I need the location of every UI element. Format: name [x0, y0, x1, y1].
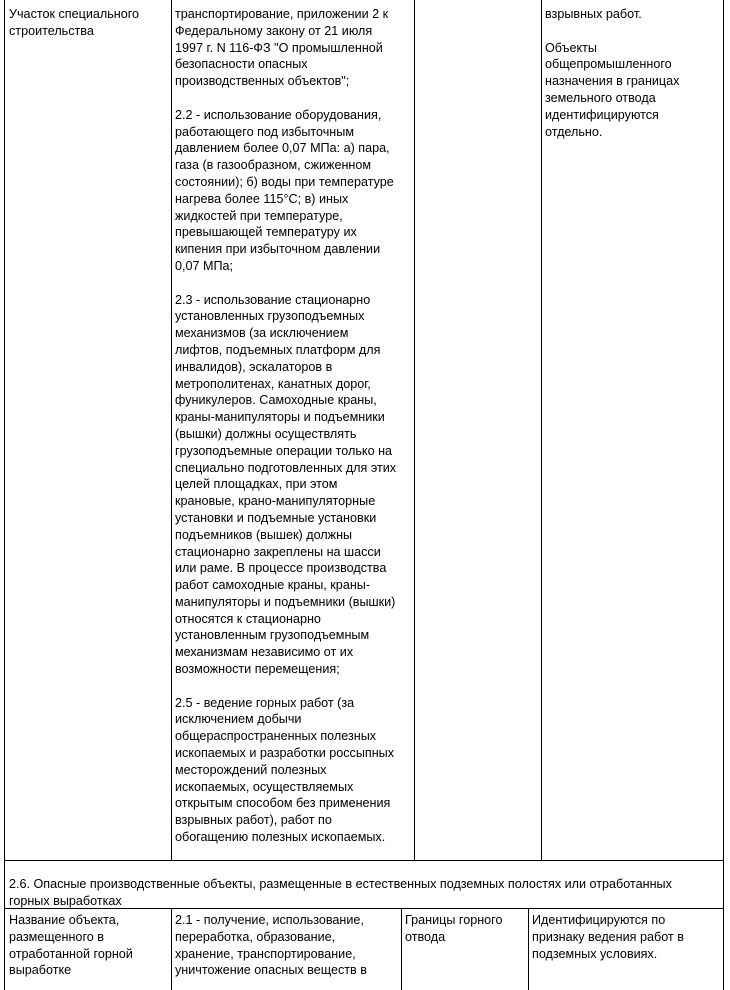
- row1-criteria-2-3: 2.3 - использование стационарно установленных грузоподъемных механизмов (за исключением лифтов, подъемных платформ для инвалидов), эскалаторов в метрополитенах, канатных дорог, фуникулеров. Самоходные краны, краны-манипуляторы и подъемники (вышки) должны осуществлять грузоподъемные операции только на специально подготовленных для этих целей площадках, при этом крановые, крано-манипуляторные установки и подъемные установки подъемников (вышек) должны стационарно закреплены на шасси или раме. В процессе производства работ самоходные краны, краны- манипуляторы и подъемники (вышки) относятся к стационарно установленным грузоподъемным механизмам независимо от их возможности перемещения;: [175, 292, 397, 677]
- row1-identification-cell: [545, 6, 721, 140]
- row2-col-divider-3: [528, 908, 529, 990]
- row1-criteria-continuation: транспортирование, приложении 2 к Федеральному закону от 21 июля 1997 г. N 116-ФЗ "О промышленной безопасности опасных производственных объектов";: [175, 7, 389, 89]
- row1-bottom-border: [4, 860, 724, 861]
- row1-criteria-2-5: 2.5 - ведение горных работ (за исключением добычи общераспространенных полезных ископаемых и разработки россыпных месторождений полезных ископаемых, осуществляемых открытым способом без применения взрывных работ), работ по обогащению полезных ископаемых.: [175, 695, 395, 845]
- row2-boundaries: Границы горного отвода: [405, 913, 503, 944]
- section-heading-cell: [9, 876, 721, 910]
- row2-identification: Идентифицируются по признаку ведения работ в подземных условиях.: [532, 913, 684, 961]
- row2-object-name: Название объекта, размещенного в отработанной горной выработке: [9, 913, 133, 978]
- row2-object-name-cell: [9, 912, 169, 979]
- row1-object-name: Участок специального строительства: [9, 7, 140, 38]
- row2-boundaries-cell: [405, 912, 526, 946]
- row2-col-divider-2: [401, 908, 402, 990]
- row1-col-divider-3: [541, 0, 542, 860]
- section-heading: 2.6. Опасные производственные объекты, размещенные в естественных подземных полостях или отработанных горных выработках: [9, 877, 672, 908]
- row1-identification-note: Объекты общепромышленного назначения в границах земельного отвода идентифицируются отдельно.: [545, 40, 680, 139]
- table-border-left: [4, 0, 5, 990]
- row2-criteria-cell: [175, 912, 399, 979]
- row2-identification-cell: [532, 912, 721, 962]
- row2-col-divider-1: [171, 908, 172, 990]
- row1-col-divider-1: [171, 0, 172, 860]
- row1-col-divider-2: [414, 0, 415, 860]
- table-border-right: [723, 0, 724, 990]
- row1-criteria-2-2: 2.2 - использование оборудования, работающего под избыточным давлением более 0,07 МПа: а) пара, газа (в газообразном, сжиженном состоянии); б) воды при температуре нагрева более 115°С; в) иных жидкостей при температуре, превышающей температуру их кипения при избыточном давлении 0,07 МПа;: [175, 107, 394, 273]
- row1-object-name-cell: [9, 6, 169, 40]
- row2-criteria: 2.1 - получение, использование, переработка, образование, хранение, транспортирование, уничтожение опасных веществ в: [175, 913, 367, 978]
- row1-identification-continuation: взрывных работ.: [545, 7, 642, 21]
- row1-criteria-cell: [175, 6, 413, 846]
